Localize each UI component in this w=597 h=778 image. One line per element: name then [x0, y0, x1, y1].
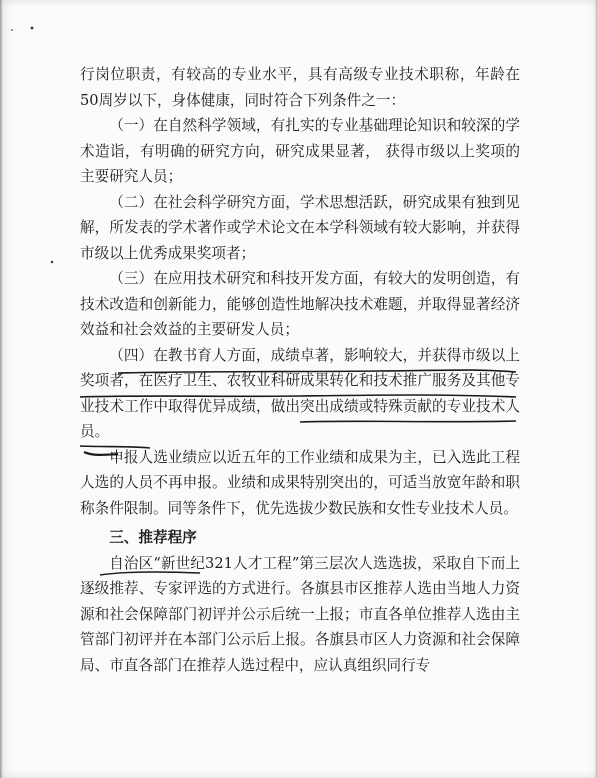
document-body [80, 62, 520, 678]
scan-shadow-left [0, 0, 3, 778]
paragraph-criterion-1: （一）在自然科学领域，有扎实的专业基础理论知识和较深的学术造诣，有明确的研究方向，研究成果显著， 获得市级以上奖项的主要研究人员； [80, 117, 520, 185]
paragraph-procedure: 自治区“新世纪321人才工程”第三层次人选选拔，采取自下而上逐级推荐、专家评选的方式进行。各旗县市区推荐人选由当地人力资源和社会保障部门初评并公示后统一上报；市直各单位推荐人选由主管部门初评并在本部门公示后上报。各旗县市区人力资源和社会保障局、市直各部门在推荐人选过程中，应认真组织同行专 [80, 554, 520, 674]
paragraph-performance-note: 申报人选业绩应以近五年的工作业绩和成果为主，已入选此工程人选的人员不再申报。业绩和成果特别突出的，可适当放宽年龄和职称条件限制。同等条件下，优先选拔少数民族和女性专业技术人员。 [80, 448, 520, 517]
ink-speck-top [31, 27, 34, 30]
paragraph-criterion-2: （二）在社会科学研究方面，学术思想活跃，研究成果有独到见解，所发表的学术著作或学术论文在本学科领域有较大影响，并获得市级以上优秀成果奖项者； [80, 193, 520, 262]
ink-speck-left [51, 261, 53, 263]
paragraph-criterion-4: （四）在教书育人方面，成绩卓著，影响较大，并获得市级以上奖项者，在医疗卫生、农牧业科研成果转化和技术推广服务及其他专业技术工作中取得优异成绩，做出突出成绩或特殊贡献的专业技术人员。 [80, 346, 520, 440]
paragraph-criterion-3: （三）在应用技术研究和科技开发方面，有较大的发明创造，有技术改造和创新能力，能够创造性地解决技术难题，并取得显著经济效益和社会效益的主要研发人员； [80, 270, 520, 338]
ink-speck-margin [11, 29, 13, 31]
section-heading: 三、推荐程序 [109, 529, 197, 546]
paragraph-intro: 行岗位职责，有较高的专业水平，具有高级专业技术职称，年龄在50周岁以下，身体健康，同时符合下列条件之一： [80, 66, 520, 109]
